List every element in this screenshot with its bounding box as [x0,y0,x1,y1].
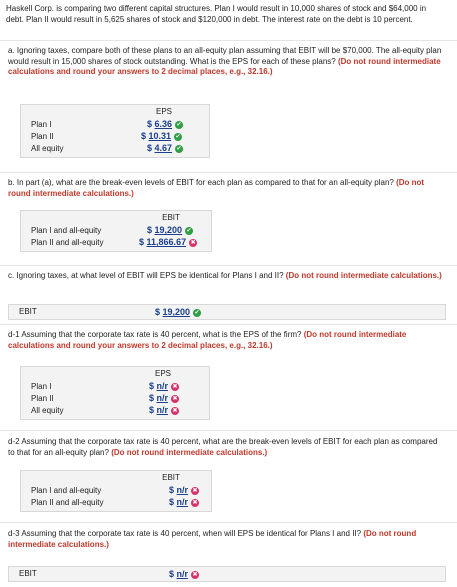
answer-field[interactable]: $ 11,866.67 ✖ [139,237,196,247]
table-row [21,380,209,392]
question-a [8,46,444,78]
table-row [21,224,211,236]
correct-icon: ✔ [186,227,192,234]
question-c-note: (Do not round intermediate calculations.) [285,271,442,280]
incorrect-icon: ✖ [192,571,198,578]
question-d1-note: (Do not round intermediate calculations and round your answers to 2 decimal places, e.g., 32.16.) [8,330,407,350]
answer-field[interactable]: $ 19,200 ✔ [147,225,192,235]
question-c [8,271,444,282]
eps-table-d1 [20,366,210,420]
section-divider [0,172,457,173]
row-label: All equity [31,144,64,153]
answer-field[interactable]: $ 19,200 ✔ [155,307,200,317]
answer-field[interactable]: $ 6.36 ✔ [147,119,182,129]
ebit-row-c [8,304,446,320]
section-divider [0,430,457,431]
question-d2-note: (Do not round intermediate calculations.) [111,447,268,457]
row-label: Plan II and all-equity [31,238,104,247]
incorrect-icon: ✖ [172,395,178,402]
question-d2 [8,437,444,458]
table-row [21,130,209,142]
eps-table-a [20,104,210,158]
incorrect-icon: ✖ [172,407,178,414]
incorrect-icon: ✖ [190,239,196,246]
column-header: EPS [154,369,171,378]
table-row [21,392,209,404]
question-d2-text: d-2 Assuming that the corporate tax rate is 40 percent, what are the break-even levels of EBIT for each plan as compared to that for an all-equity plan? [8,437,438,457]
table-row [21,118,209,130]
correct-icon: ✔ [194,309,200,316]
correct-icon: ✔ [175,133,181,140]
row-label: EBIT [19,307,37,316]
row-label: Plan II [31,394,54,403]
row-label: Plan II and all-equity [31,498,104,507]
row-label: Plan I and all-equity [31,226,102,235]
correct-icon: ✔ [176,145,182,152]
question-d3 [8,529,444,550]
row-label: Plan I [31,120,52,129]
table-row [21,404,209,416]
table-row [21,496,211,508]
column-header: EPS [155,107,172,116]
correct-icon: ✔ [176,121,182,128]
column-header: EBIT [162,473,180,482]
question-d3-note: (Do not round intermediate calculations.) [8,529,417,549]
answer-field[interactable]: $ n/r ✖ [169,497,198,507]
row-label: All equity [31,406,64,415]
column-header: EBIT [162,213,180,222]
answer-field[interactable]: $ n/r ✖ [149,393,178,403]
question-d3-text: d-3 Assuming that the corporate tax rate is 40 percent, when will EPS be identical for Plans I and II? [8,529,362,538]
incorrect-icon: ✖ [192,487,198,494]
section-divider [0,522,457,523]
row-label: EBIT [19,569,37,578]
answer-field[interactable]: $ 4.67 ✔ [147,143,182,153]
problem-intro: Haskell Corp. is comparing two different capital structures. Plan I would result in 10,000 shares of stock and $64,000 in debt. Plan II would result in 5,625 shares of stock and $120,000 in debt. The interest rate on the debt is 10 percent. [6,4,427,24]
row-label: Plan II [31,132,54,141]
answer-field[interactable]: $ 10.31 ✔ [141,131,181,141]
section-divider [0,265,457,266]
answer-field[interactable]: $ n/r ✖ [169,569,198,579]
question-c-text: c. Ignoring taxes, at what level of EBIT will EPS be identical for Plans I and II? [8,271,284,280]
incorrect-icon: ✖ [172,383,178,390]
answer-field[interactable]: $ n/r ✖ [169,485,198,495]
row-label: Plan I and all-equity [31,486,102,495]
question-b [8,178,444,199]
question-a-text: a. Ignoring taxes, compare both of these plans to an all-equity plan assuming that EBIT will be $70,000. The all-equity plan would result in 15,000 shares of stock outstanding. What is the EPS for each of these plans? [8,46,442,66]
row-label: Plan I [31,382,52,391]
table-row [21,484,211,496]
answer-field[interactable]: $ n/r ✖ [149,405,178,415]
question-b-note: (Do not round intermediate calculations.) [8,178,425,198]
answer-field[interactable]: $ n/r ✖ [149,381,178,391]
ebit-table-d2 [20,470,212,512]
ebit-row-d3 [8,566,446,582]
question-d1-text: d-1 Assuming that the corporate tax rate is 40 percent, what is the EPS of the firm? [8,330,302,339]
question-b-text: b. In part (a), what are the break-even levels of EBIT for each plan as compared to that for an all-equity plan? [8,178,394,187]
ebit-table-b [20,210,212,252]
incorrect-icon: ✖ [192,499,198,506]
question-d1 [8,330,444,351]
section-divider [0,40,457,41]
question-a-note: (Do not round intermediate calculations and round your answers to 2 decimal places, e.g., 32.16.) [8,56,441,76]
table-row [21,236,211,248]
section-divider [0,324,457,325]
table-row [21,142,209,154]
